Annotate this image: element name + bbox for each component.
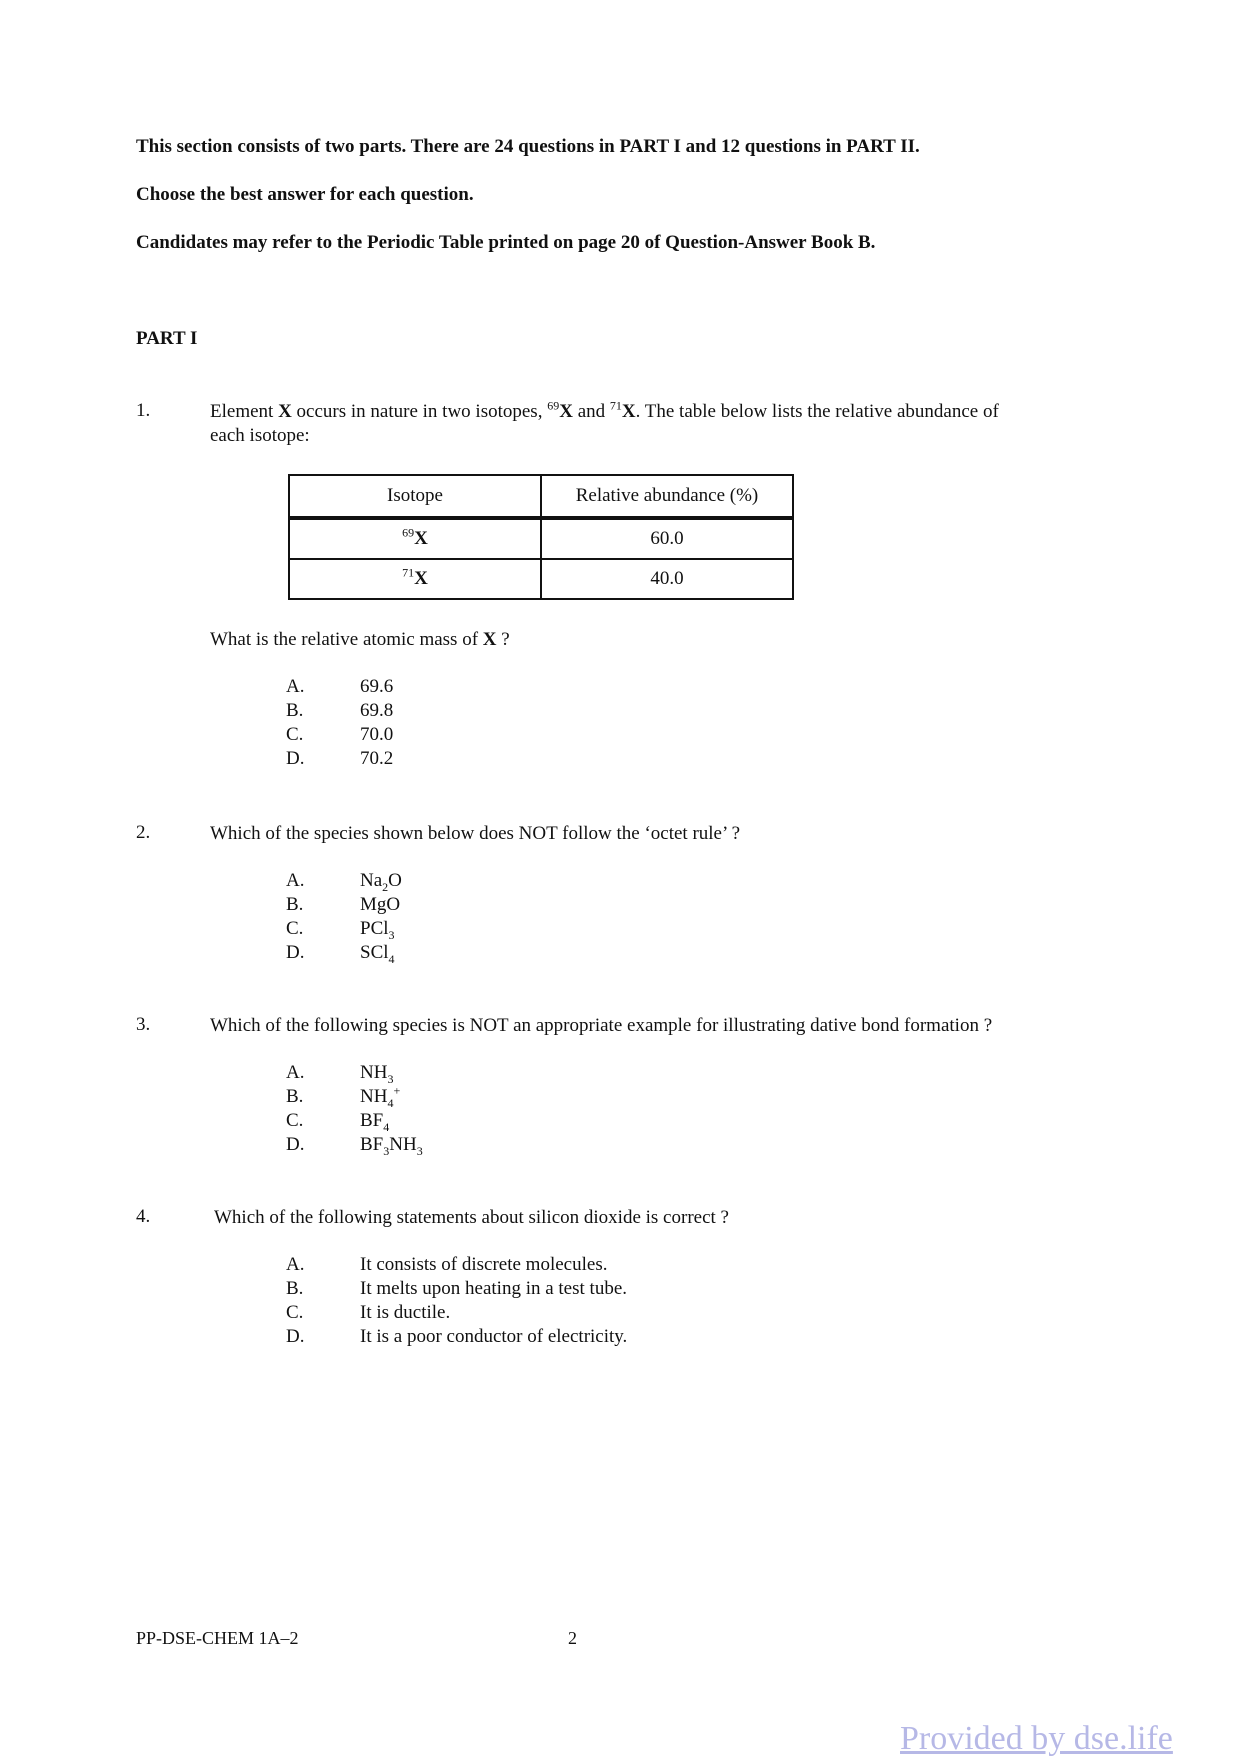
option-a: A. 69.6	[286, 676, 394, 697]
part-heading: PART I	[136, 328, 198, 349]
option-b: B. MgO	[286, 894, 401, 915]
watermark-link[interactable]: Provided by dse.life	[900, 1720, 1173, 1757]
abundance-cell: 60.0	[541, 518, 793, 559]
isotope-table	[288, 474, 794, 600]
table-header-abundance: Relative abundance (%)	[541, 475, 793, 518]
option-d: D. It is a poor conductor of electricity.	[286, 1326, 628, 1347]
question-1-number: 1.	[136, 400, 151, 421]
instruction-line-3: Candidates may refer to the Periodic Table printed on page 20 of Question-Answer Book B.	[136, 232, 876, 253]
footer-page-number: 2	[568, 1628, 577, 1648]
option-a: A. It consists of discrete molecules.	[286, 1254, 608, 1275]
option-a: A. $Na_2O$	[286, 870, 402, 894]
table-row	[289, 518, 793, 559]
option-d: D. 70.2	[286, 748, 394, 769]
question-1-options	[0, 676, 1240, 772]
table-header-isotope: Isotope	[289, 475, 541, 518]
option-c: C. PCl$_3$	[286, 918, 395, 942]
option-c: C. $BF_4$	[286, 1110, 390, 1134]
option-b: B. $NH_4^+$	[286, 1083, 401, 1110]
option-c: C. It is ductile.	[286, 1302, 451, 1323]
question-3-options	[0, 1062, 1240, 1158]
instruction-line-2: Choose the best answer for each question.	[136, 184, 474, 205]
question-3-number: 3.	[136, 1014, 151, 1035]
question-1-text: Element X occurs in nature in two isotopes, $^{69}$X and $^{71}$X. The table below lists the relative abundance of each isotope:	[210, 398, 999, 446]
question-4-text: Which of the following statements about silicon dioxide is correct ?	[214, 1207, 729, 1228]
question-2-options	[0, 870, 1240, 966]
option-c: C. 70.0	[286, 724, 394, 745]
instruction-line-1: This section consists of two parts. There are 24 questions in PART I and 12 questions in PART II.	[136, 136, 920, 157]
table-row	[289, 559, 793, 599]
question-2-number: 2.	[136, 822, 151, 843]
question-2-text: Which of the species shown below does NOT follow the ‘octet rule’ ?	[210, 823, 741, 844]
option-b: B. 69.8	[286, 700, 394, 721]
option-b: B. It melts upon heating in a test tube.	[286, 1278, 628, 1299]
option-d: D. SCl$_4$	[286, 942, 395, 966]
option-a: A. $NH_3$	[286, 1062, 394, 1086]
question-1-prompt: What is the relative atomic mass of X ?	[210, 629, 510, 650]
isotope-cell: $^{69}$X	[289, 518, 541, 559]
isotope-cell: $^{71}$X	[289, 559, 541, 599]
option-d: D. $BF_3NH_3$	[286, 1134, 423, 1158]
question-3-text: Which of the following species is NOT an appropriate example for illustrating dative bond formation ?	[210, 1015, 993, 1036]
question-4-options	[0, 1254, 1240, 1350]
question-4-number: 4.	[136, 1206, 151, 1227]
abundance-cell: 40.0	[541, 559, 793, 599]
footer-paper-code: PP-DSE-CHEM 1A–2	[136, 1628, 299, 1648]
